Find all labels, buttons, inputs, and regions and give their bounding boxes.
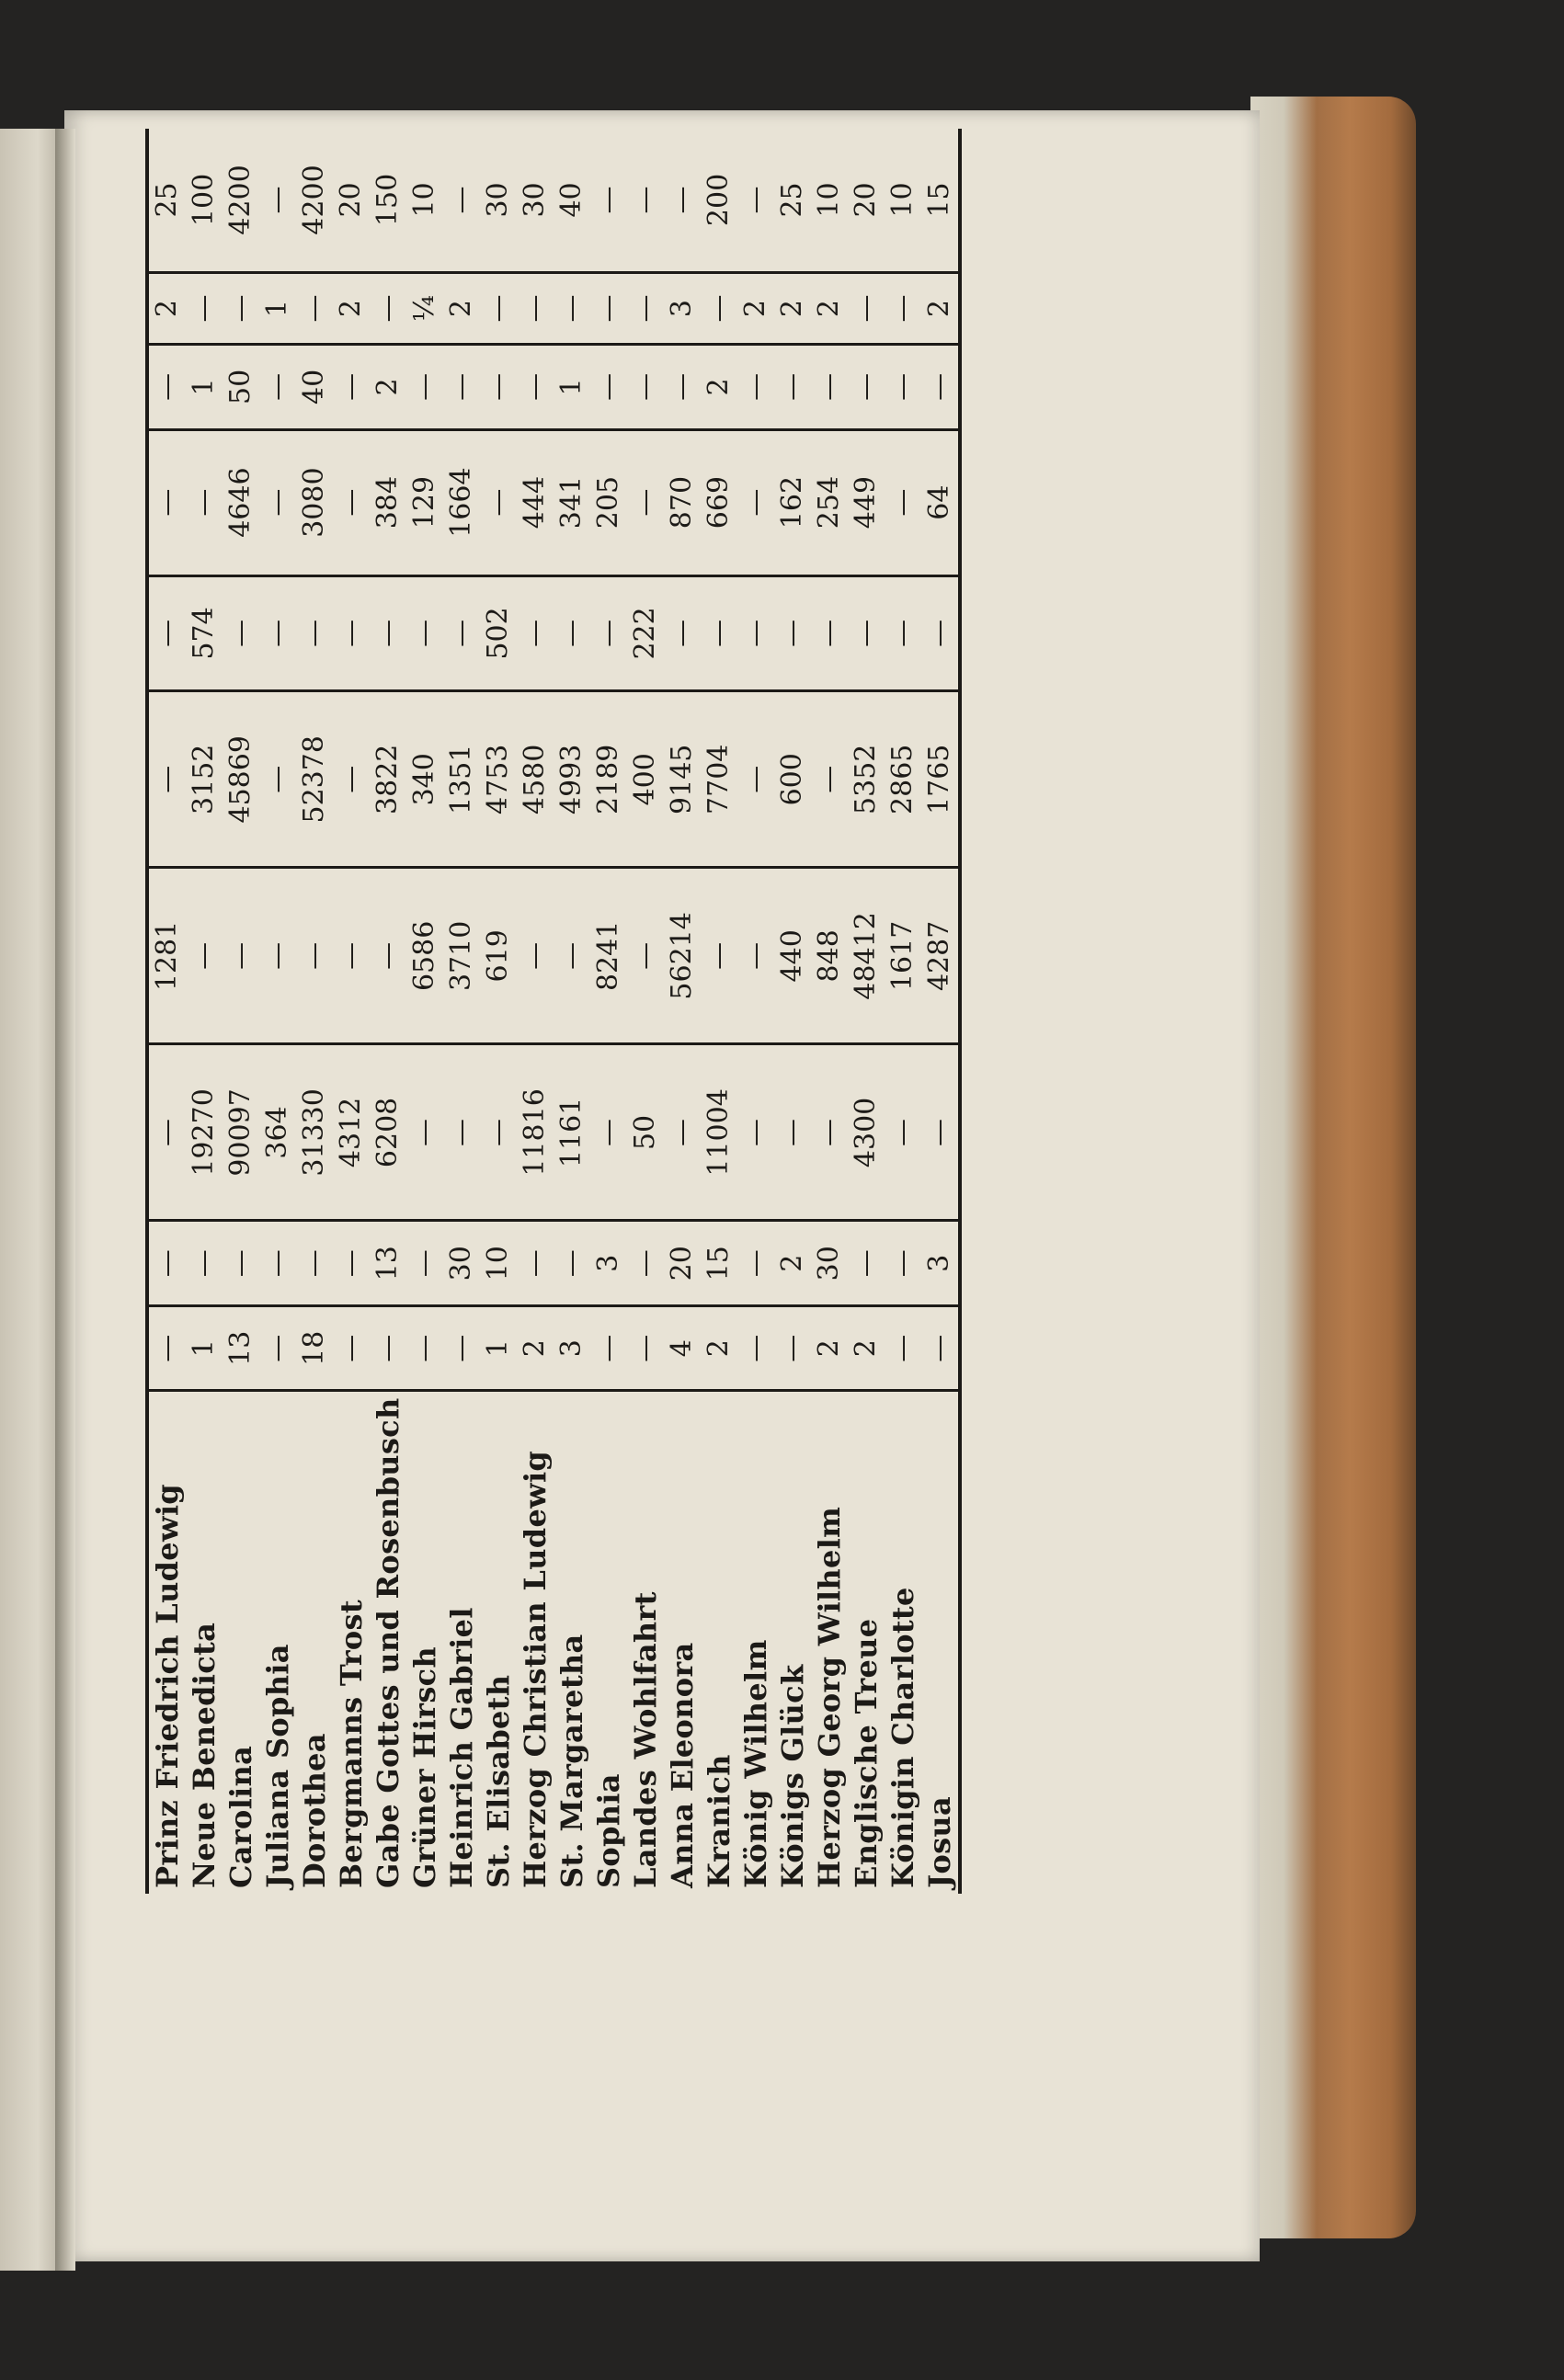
- table-cell-col-1: —: [885, 1305, 921, 1391]
- table-cell-col-2: 20: [664, 1221, 701, 1306]
- table-body: [147, 129, 960, 1894]
- table-cell-col-3: —: [480, 1044, 517, 1221]
- table-cell-col-2: —: [517, 1221, 554, 1306]
- table-cell-col-9: —: [848, 272, 885, 344]
- table-cell-col-10: 25: [147, 129, 186, 272]
- table-cell-col-9: —: [590, 272, 627, 344]
- table-cell-col-9: —: [370, 272, 406, 344]
- table-cell-col-6: —: [737, 575, 774, 691]
- table-cell-col-2: 10: [480, 1221, 517, 1306]
- table-cell-col-9: 2: [147, 272, 186, 344]
- table-cell-col-8: —: [147, 345, 186, 430]
- table-row: [664, 129, 701, 1894]
- table-cell-col-2: —: [737, 1221, 774, 1306]
- table-cell-col-5: 1351: [443, 691, 480, 868]
- table-cell-col-8: —: [664, 345, 701, 430]
- table-cell-col-4: 56214: [664, 868, 701, 1044]
- table-cell-col-3: 6208: [370, 1044, 406, 1221]
- table-cell-col-10: —: [443, 129, 480, 272]
- table-cell-col-3: —: [921, 1044, 960, 1221]
- table-cell-col-9: —: [517, 272, 554, 344]
- table-cell-col-10: 20: [848, 129, 885, 272]
- table-cell-col-3: —: [664, 1044, 701, 1221]
- table-row: [701, 129, 737, 1894]
- table-cell-col-10: 4200: [223, 129, 259, 272]
- table-cell-col-8: 2: [701, 345, 737, 430]
- table-cell-col-5: 4993: [554, 691, 590, 868]
- table-cell-col-9: 3: [664, 272, 701, 344]
- table-cell-col-5: 3822: [370, 691, 406, 868]
- table-cell-col-6: 502: [480, 575, 517, 691]
- table-row: [480, 129, 517, 1894]
- table-cell-col-5: —: [737, 691, 774, 868]
- table-cell-col-6: 222: [627, 575, 664, 691]
- table-cell-col-9: —: [885, 272, 921, 344]
- table-row: [296, 129, 333, 1894]
- table-cell-col-9: —: [480, 272, 517, 344]
- table-cell-col-1: 2: [517, 1305, 554, 1391]
- table-cell-col-5: 45869: [223, 691, 259, 868]
- table-cell-col-9: 2: [811, 272, 848, 344]
- table-cell-col-3: —: [147, 1044, 186, 1221]
- table-cell-col-1: —: [370, 1305, 406, 1391]
- table-cell-col-4: 440: [774, 868, 811, 1044]
- table-cell-col-4: —: [737, 868, 774, 1044]
- table-cell-col-5: —: [333, 691, 370, 868]
- mine-name: Anna Eleonora: [665, 1642, 700, 1888]
- mine-name: Herzog Christian Ludewig: [518, 1450, 553, 1888]
- table-cell-col-3: —: [737, 1044, 774, 1221]
- table-cell-col-1: 13: [223, 1305, 259, 1391]
- table-cell-col-1: —: [333, 1305, 370, 1391]
- table-top-rule: [129, 129, 147, 1894]
- table-cell-col-9: 1: [259, 272, 296, 344]
- table-cell-col-10: 40: [554, 129, 590, 272]
- table-cell-col-10: —: [590, 129, 627, 272]
- table-cell-col-1: 2: [848, 1305, 885, 1391]
- table-cell-col-6: —: [701, 575, 737, 691]
- table-cell-col-4: 8241: [590, 868, 627, 1044]
- table-cell-col-3: 364: [259, 1044, 296, 1221]
- mine-name: Juliana Sophia: [260, 1644, 295, 1888]
- table-cell-col-10: 10: [406, 129, 443, 272]
- table-row: [774, 129, 811, 1894]
- table-cell-col-4: 4287: [921, 868, 960, 1044]
- table-cell-col-7: —: [627, 429, 664, 575]
- table-cell-col-3: 31330: [296, 1044, 333, 1221]
- mine-name: Prinz Friedrich Ludewig: [150, 1484, 185, 1888]
- table-cell-col-6: —: [774, 575, 811, 691]
- table-cell-col-1: —: [147, 1305, 186, 1391]
- table-cell-col-3: —: [443, 1044, 480, 1221]
- mine-output-table: [129, 129, 975, 1894]
- table-cell-col-4: —: [627, 868, 664, 1044]
- table-row: [370, 129, 406, 1894]
- table-cell-col-9: 2: [774, 272, 811, 344]
- table-cell-col-7: 384: [370, 429, 406, 575]
- mine-name: Sophia: [591, 1773, 626, 1888]
- table-cell-col-8: —: [774, 345, 811, 430]
- table-cell-col-8: 40: [296, 345, 333, 430]
- table-cell-col-10: 4200: [296, 129, 333, 272]
- table-cell-col-8: 1: [554, 345, 590, 430]
- table-cell-col-3: 1161: [554, 1044, 590, 1221]
- table-cell-col-2: —: [848, 1221, 885, 1306]
- table-cell-col-4: —: [223, 868, 259, 1044]
- table-cell-col-1: —: [443, 1305, 480, 1391]
- table-row: [737, 129, 774, 1894]
- table-cell-col-4: —: [259, 868, 296, 1044]
- table-cell-col-7: —: [259, 429, 296, 575]
- table-cell-col-8: —: [885, 345, 921, 430]
- facing-page-edge: [0, 129, 63, 2271]
- table-cell-col-2: —: [333, 1221, 370, 1306]
- table-row: [259, 129, 296, 1894]
- table-cell-col-1: 1: [186, 1305, 223, 1391]
- table-cell-col-1: 2: [701, 1305, 737, 1391]
- table-cell-col-1: —: [774, 1305, 811, 1391]
- table-cell-col-5: 3152: [186, 691, 223, 868]
- table-cell-col-10: 20: [333, 129, 370, 272]
- table-cell-col-8: —: [480, 345, 517, 430]
- page-gutter: [55, 129, 75, 2271]
- table-cell-col-2: 13: [370, 1221, 406, 1306]
- table-cell-col-8: —: [848, 345, 885, 430]
- table-cell-col-5: 9145: [664, 691, 701, 868]
- table-cell-col-10: —: [259, 129, 296, 272]
- table-cell-col-8: 50: [223, 345, 259, 430]
- table-cell-col-7: 870: [664, 429, 701, 575]
- table-cell-col-8: —: [406, 345, 443, 430]
- table-cell-col-2: 30: [811, 1221, 848, 1306]
- mine-name: Neue Benedicta: [187, 1622, 222, 1888]
- table-row: [223, 129, 259, 1894]
- mine-name: Josua: [922, 1796, 957, 1888]
- table-cell-col-4: 6586: [406, 868, 443, 1044]
- table-cell-col-3: 50: [627, 1044, 664, 1221]
- table-cell-col-6: —: [811, 575, 848, 691]
- table-cell-col-7: —: [885, 429, 921, 575]
- table-cell-col-6: —: [296, 575, 333, 691]
- table-cell-col-9: 2: [443, 272, 480, 344]
- table-cell-col-7: —: [147, 429, 186, 575]
- table-cell-col-2: 3: [590, 1221, 627, 1306]
- table-cell-col-10: —: [664, 129, 701, 272]
- table-cell-col-9: —: [701, 272, 737, 344]
- table-cell-col-8: —: [590, 345, 627, 430]
- table-cell-col-3: 11816: [517, 1044, 554, 1221]
- table-row: [554, 129, 590, 1894]
- mine-name: Gabe Gottes und Rosenbusch: [371, 1397, 405, 1888]
- table-cell-col-1: —: [921, 1305, 960, 1391]
- table-cell-col-6: —: [406, 575, 443, 691]
- table-row: [186, 129, 223, 1894]
- table-cell-col-7: —: [333, 429, 370, 575]
- table-cell-col-10: 150: [370, 129, 406, 272]
- mine-name: Königin Charlotte: [885, 1587, 920, 1888]
- table-cell-col-9: 2: [333, 272, 370, 344]
- table-cell-col-2: 2: [774, 1221, 811, 1306]
- table-cell-col-7: —: [186, 429, 223, 575]
- table-cell-col-5: 600: [774, 691, 811, 868]
- table-cell-col-8: —: [259, 345, 296, 430]
- table-cell-col-3: 90097: [223, 1044, 259, 1221]
- table-cell-col-7: 4646: [223, 429, 259, 575]
- mine-name: Carolina: [223, 1745, 258, 1888]
- table-cell-col-7: 3080: [296, 429, 333, 575]
- table-row: [885, 129, 921, 1894]
- table-cell-col-7: 444: [517, 429, 554, 575]
- table-cell-col-1: —: [737, 1305, 774, 1391]
- table-cell-col-2: —: [223, 1221, 259, 1306]
- mine-name: Heinrich Gabriel: [444, 1607, 479, 1888]
- table-cell-col-3: 4312: [333, 1044, 370, 1221]
- table-cell-col-2: —: [627, 1221, 664, 1306]
- book-fore-edge: [1250, 97, 1416, 2238]
- table-cell-col-7: 254: [811, 429, 848, 575]
- table-cell-col-6: —: [885, 575, 921, 691]
- table-cell-col-10: 30: [517, 129, 554, 272]
- table-cell-col-7: 162: [774, 429, 811, 575]
- table-cell-col-6: —: [333, 575, 370, 691]
- table-cell-col-9: —: [627, 272, 664, 344]
- table-cell-col-2: —: [259, 1221, 296, 1306]
- table-cell-col-4: —: [333, 868, 370, 1044]
- table-cell-col-5: 340: [406, 691, 443, 868]
- table-cell-col-10: 10: [885, 129, 921, 272]
- mine-name: Bergmanns Trost: [334, 1600, 369, 1888]
- table-cell-col-3: —: [811, 1044, 848, 1221]
- table-cell-col-10: 15: [921, 129, 960, 272]
- table-cell-col-10: 30: [480, 129, 517, 272]
- table-cell-col-7: —: [737, 429, 774, 575]
- table-cell-col-9: —: [554, 272, 590, 344]
- mine-name: St. Elisabeth: [481, 1674, 516, 1888]
- table-cell-col-3: 19270: [186, 1044, 223, 1221]
- table-cell-col-4: 3710: [443, 868, 480, 1044]
- table-cell-col-5: 52378: [296, 691, 333, 868]
- table-row: [443, 129, 480, 1894]
- table-cell-col-4: —: [186, 868, 223, 1044]
- table-cell-col-7: 64: [921, 429, 960, 575]
- table-cell-col-8: —: [737, 345, 774, 430]
- table-cell-col-5: 7704: [701, 691, 737, 868]
- table-cell-col-6: —: [921, 575, 960, 691]
- table-cell-col-10: 100: [186, 129, 223, 272]
- table-cell-col-3: —: [885, 1044, 921, 1221]
- table-cell-col-8: 1: [186, 345, 223, 430]
- table-cell-col-2: 15: [701, 1221, 737, 1306]
- mine-name: Königs Glück: [775, 1664, 810, 1888]
- table-cell-col-7: 341: [554, 429, 590, 575]
- table-cell-col-10: 200: [701, 129, 737, 272]
- table-cell-col-5: 4580: [517, 691, 554, 868]
- table-cell-col-9: —: [223, 272, 259, 344]
- table-cell-col-9: ¼: [406, 272, 443, 344]
- table-cell-col-1: 18: [296, 1305, 333, 1391]
- table-cell-col-2: 30: [443, 1221, 480, 1306]
- table-cell-col-9: 2: [921, 272, 960, 344]
- mine-name: Herzog Georg Wilhelm: [812, 1506, 847, 1888]
- table-row: [517, 129, 554, 1894]
- table-cell-col-9: —: [186, 272, 223, 344]
- table-cell-col-5: 2865: [885, 691, 921, 868]
- table-bottom-rule: [960, 129, 975, 1894]
- table-row: [811, 129, 848, 1894]
- table-cell-col-6: —: [259, 575, 296, 691]
- table-cell-col-2: 3: [921, 1221, 960, 1306]
- table-cell-col-8: —: [627, 345, 664, 430]
- mine-name: Kranich: [702, 1754, 736, 1888]
- table-cell-col-5: —: [811, 691, 848, 868]
- table-cell-col-9: —: [296, 272, 333, 344]
- table-cell-col-2: —: [406, 1221, 443, 1306]
- table-cell-col-1: 4: [664, 1305, 701, 1391]
- table-cell-col-8: —: [811, 345, 848, 430]
- table-cell-col-6: —: [370, 575, 406, 691]
- table-cell-col-4: —: [701, 868, 737, 1044]
- table-cell-col-4: —: [296, 868, 333, 1044]
- table-cell-col-4: 848: [811, 868, 848, 1044]
- table-cell-col-5: 4753: [480, 691, 517, 868]
- table-row: [921, 129, 960, 1894]
- table-cell-col-6: —: [590, 575, 627, 691]
- table-cell-col-7: 129: [406, 429, 443, 575]
- table-cell-col-6: —: [554, 575, 590, 691]
- mine-name: Dorothea: [297, 1733, 332, 1888]
- table-cell-col-1: 3: [554, 1305, 590, 1391]
- table-cell-col-7: 449: [848, 429, 885, 575]
- table-row: [627, 129, 664, 1894]
- table-cell-col-1: —: [627, 1305, 664, 1391]
- table-cell-col-7: 205: [590, 429, 627, 575]
- table-cell-col-2: —: [147, 1221, 186, 1306]
- table-cell-col-4: —: [554, 868, 590, 1044]
- table-cell-col-10: 25: [774, 129, 811, 272]
- table-cell-col-7: 1664: [443, 429, 480, 575]
- table-cell-col-3: 11004: [701, 1044, 737, 1221]
- table-cell-col-2: —: [186, 1221, 223, 1306]
- mine-name: Englische Treue: [849, 1618, 884, 1888]
- table-row: [848, 129, 885, 1894]
- table-cell-col-5: —: [259, 691, 296, 868]
- table-cell-col-5: 400: [627, 691, 664, 868]
- table-cell-col-3: —: [406, 1044, 443, 1221]
- table-cell-col-7: 669: [701, 429, 737, 575]
- table-cell-col-6: —: [517, 575, 554, 691]
- mine-name: St. Margaretha: [554, 1634, 589, 1888]
- table-cell-col-10: 10: [811, 129, 848, 272]
- table-cell-col-5: 2189: [590, 691, 627, 868]
- table-cell-col-1: —: [406, 1305, 443, 1391]
- table-cell-col-4: 48412: [848, 868, 885, 1044]
- table-row: [333, 129, 370, 1894]
- table-row: [406, 129, 443, 1894]
- table-cell-col-8: 2: [370, 345, 406, 430]
- table-cell-col-1: 1: [480, 1305, 517, 1391]
- table-cell-col-6: —: [664, 575, 701, 691]
- table-cell-col-8: —: [333, 345, 370, 430]
- table-cell-col-10: —: [737, 129, 774, 272]
- table-cell-col-5: 5352: [848, 691, 885, 868]
- table-cell-col-6: —: [223, 575, 259, 691]
- rotated-table-block: [129, 129, 1011, 1894]
- table-cell-col-4: —: [517, 868, 554, 1044]
- table-cell-col-1: 2: [811, 1305, 848, 1391]
- table-cell-col-6: —: [443, 575, 480, 691]
- table-cell-col-6: 574: [186, 575, 223, 691]
- table-cell-col-2: —: [296, 1221, 333, 1306]
- table-cell-col-4: 619: [480, 868, 517, 1044]
- mine-name: Landes Wohlfahrt: [628, 1591, 663, 1888]
- mine-name: König Wilhelm: [738, 1639, 773, 1888]
- table-cell-col-3: —: [590, 1044, 627, 1221]
- table-cell-col-9: 2: [737, 272, 774, 344]
- table-cell-col-6: —: [848, 575, 885, 691]
- table-cell-col-1: —: [590, 1305, 627, 1391]
- table-cell-col-6: —: [147, 575, 186, 691]
- table-cell-col-8: —: [443, 345, 480, 430]
- table-cell-col-7: —: [480, 429, 517, 575]
- table-cell-col-3: —: [774, 1044, 811, 1221]
- table-cell-col-4: 1617: [885, 868, 921, 1044]
- table-cell-col-2: —: [554, 1221, 590, 1306]
- table-cell-col-1: —: [259, 1305, 296, 1391]
- table-cell-col-5: 1765: [921, 691, 960, 868]
- table-row: [590, 129, 627, 1894]
- table-cell-col-4: —: [370, 868, 406, 1044]
- table-cell-col-5: —: [147, 691, 186, 868]
- table-cell-col-8: —: [517, 345, 554, 430]
- table-cell-col-4: 1281: [147, 868, 186, 1044]
- table-row: [147, 129, 186, 1894]
- mine-name: Grüner Hirsch: [407, 1646, 442, 1888]
- table-cell-col-8: —: [921, 345, 960, 430]
- table-cell-col-2: —: [885, 1221, 921, 1306]
- table-cell-col-10: —: [627, 129, 664, 272]
- table-cell-col-3: 4300: [848, 1044, 885, 1221]
